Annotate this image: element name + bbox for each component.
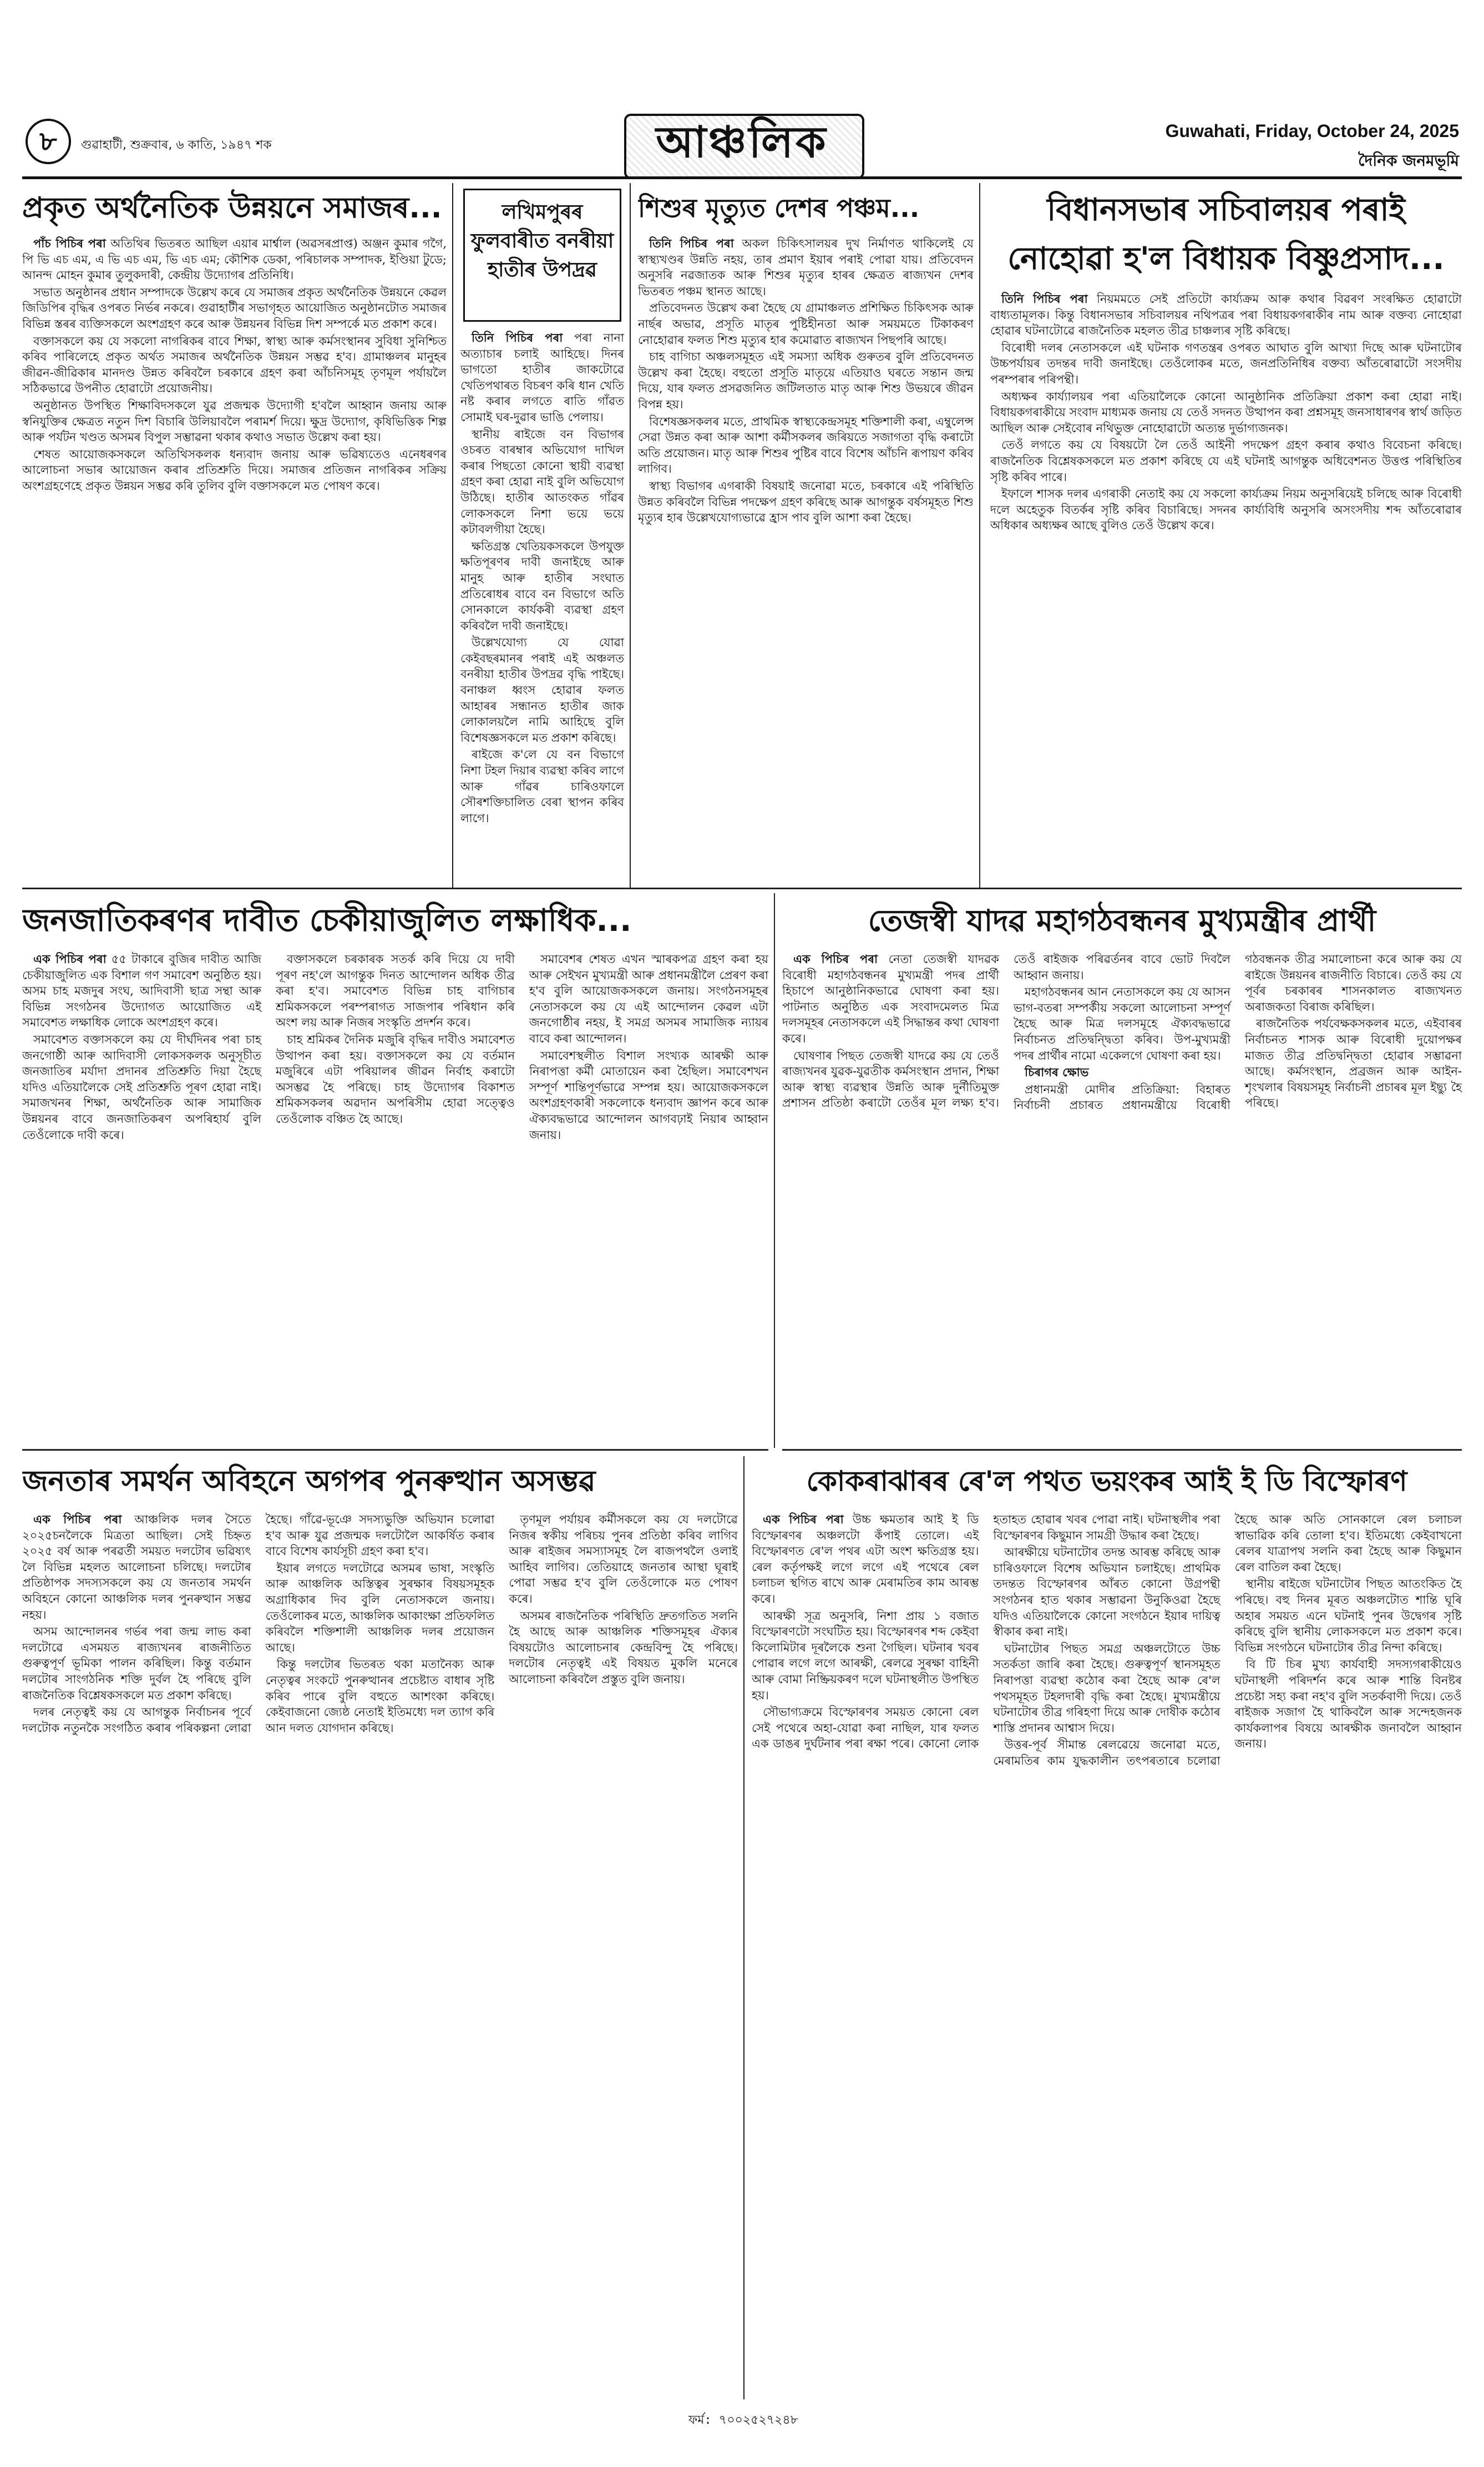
paragraph: সৌভাগ্যক্ৰমে বিস্ফোৰণৰ সময়ত কোনো ৰেল সেই পথেৰে অহা-যোৱা কৰা নাছিল, যাৰ ফলত এক ডাঙৰ দুৰ্ঘটনাৰ পৰা ৰক্ষা পৰে। কোনো লোক হতাহত হোৱাৰ খবৰ পোৱা নাই। ঘটনাস্থলীৰ পৰা বিস্ফোৰণৰ কিছুমান সামগ্ৰী উদ্ধাৰ কৰা হৈছে। [752,1513,1220,1751]
paragraph: বক্তাসকলে চৰকাৰক সতৰ্ক কৰি দিয়ে যে দাবী পূৰণ নহ'লে আগন্তুক দিনত আন্দোলন অধিক তীব্ৰ কৰা হ'ব। সমাবেশত বিভিন্ন চাহ বাগিচাৰ শ্ৰমিকসকলে পৰম্পৰাগত সাজপাৰ পৰিধান কৰি অংশ লয় আৰু নিজৰ সংস্কৃতি প্ৰদৰ্শন কৰে। [276,953,515,1030]
section-divider [22,888,1462,889]
subhead: চিৰাগৰ ক্ষোভ [1025,1065,1089,1080]
paragraph: ঘোষণাৰ পিছত তেজস্বী যাদৱে কয় যে তেওঁ ৰাজ্যখনৰ যুৱক-যুৱতীক কৰ্মসংস্থান প্ৰদান, শিক্ষা আৰু স্বাস্থ্য ব্যৱস্থাৰ উন্নতি আৰু দুৰ্নীতিমুক্ত প্ৰশাসন প্ৰতিষ্ঠা কৰাটো তেওঁৰ মূল লক্ষ্য হ'ব। তেওঁ ৰাইজক পৰিৱৰ্তনৰ বাবে ভোট দিবলৈ আহ্বান জনায়। [782,953,1230,1110]
paragraph: অসম আন্দোলনৰ গৰ্ভৰ পৰা জন্ম লাভ কৰা দলটোৱে এসময়ত ৰাজ্যখনৰ ৰাজনীতিত গুৰুত্বপূৰ্ণ ভূমিকা পালন কৰিছিল। কিন্তু বৰ্তমান দলটোৰ সাংগঠনিক শক্তি দুৰ্বল হৈ পৰিছে বুলি ৰাজনৈতিক বিশ্লেষকসকলে মত প্ৰকাশ কৰিছে। [22,1625,251,1702]
paragraph: অনুষ্ঠানত উপস্থিত শিক্ষাবিদসকলে যুৱ প্ৰজন্মক উদ্যোগী হ'বলৈ আহ্বান জনায় আৰু স্বনিযুক্তিৰ ক্ষেত্ৰত নতুন দিশ বিচাৰি উলিয়াবলৈ পৰামৰ্শ দিয়ে। ক্ষুদ্ৰ উদ্যোগ, কৃষিভিত্তিক শিল্প আৰু পৰ্যটন খণ্ডত অসমৰ বিপুল সম্ভাৱনা থকাৰ কথাও সভাত উল্লেখ কৰা হয়। [22,398,447,444]
paragraph: উত্তৰ-পূৰ্ব সীমান্ত ৰেলৱেয়ে জনোৱা মতে, মেৰামতিৰ কাম যুদ্ধকালীন তৎপৰতাৰে চলোৱা হৈছে আৰু অতি সোনকালে ৰেল চলাচল স্বাভাৱিক কৰি তোলা হ'ব। ইতিমধ্যে কেইবাখনো ৰেলৰ যাত্ৰাপথ সলনি কৰা হৈছে আৰু কিছুমান ৰেল বাতিল কৰা হৈছে। [993,1513,1462,1767]
paragraph: তৃণমূল পৰ্যায়ৰ কৰ্মীসকলে কয় যে দলটোৱে নিজৰ স্বকীয় পৰিচয় পুনৰ প্ৰতিষ্ঠা কৰিব লাগিব আৰু ৰাইজৰ সমস্যাসমূহ লৈ ৰাজপথলৈ ওলাই আহিব লাগিব। তেতিয়াহে জনতাৰ আস্থা ঘূৰাই পোৱা সম্ভৱ হ'ব বুলি তেওঁলোকে মত পোষণ কৰে। [509,1513,738,1605]
dateline: এক পিচিৰ পৰা [793,952,878,966]
paragraph: নেতা তেজস্বী যাদৱক বিৰোধী মহাগঠবন্ধনৰ মুখ্যমন্ত্ৰী পদৰ প্ৰাৰ্থী হিচাপে আনুষ্ঠানিকভাৱে ঘোষণা কৰা হয়। পাটনাত অনুষ্ঠিত এক সংবাদমেলত মিত্ৰ দলসমূহৰ নেতাসকলে এই সিদ্ধান্তৰ কথা ঘোষণা কৰে। [782,953,1000,1045]
headline-economy: প্ৰকৃত অৰ্থনৈতিক উন্নয়নে সমাজৰ... [22,191,442,225]
paragraph: স্থানীয় ৰাইজে বন বিভাগৰ ওচৰত বাৰম্বাৰ অভিযোগ দাখিল কৰাৰ পিছতো কোনো স্থায়ী ব্যৱস্থা গ্ৰহণ কৰা হোৱা নাই বুলি অভিযোগ উঠিছে। হাতীৰ আতংকত গাঁৱৰ লোকসকলে নিশা ভয়ে ভয়ে কটাবলগীয়া হৈছে। [460,427,624,536]
paragraph: তেওঁ লগতে কয় যে বিষয়টো লৈ তেওঁ আইনী পদক্ষেপ গ্ৰহণ কৰাৰ কথাও বিবেচনা কৰিছে। ৰাজনৈতিক বিশ্লেষকসকলে মত প্ৰকাশ কৰিছে যে এই ঘটনাই আগন্তুক অধিবেশনত উত্তপ্ত পৰিস্থিতিৰ সৃষ্টি কৰিব পাৰে। [990,438,1462,484]
paragraph: কিন্তু দলটোৰ ভিতৰত থকা মতানৈক্য আৰু নেতৃত্বৰ সংকটে পুনৰুত্থানৰ প্ৰচেষ্টাত বাধাৰ সৃষ্টি কৰিব পাৰে বুলি বহুতে আশংকা কৰিছে। কেইবাজনো জ্যেষ্ঠ নেতাই ইতিমধ্যে দল ত্যাগ কৰি আন দলত যোগদান কৰিছে। [265,1658,495,1735]
footer-code: ফৰ্ম: ৭০০২৫২৭২৪৮ [688,2413,798,2427]
paragraph: অকল চিকিৎসালয়ৰ দুখ নিৰ্মাণত থাকিলেই যে স্বাস্থ্যখণ্ডৰ উন্নতি নহয়, তাৰ প্ৰমাণ ইয়াৰ পৰাই পোৱা যায়। প্ৰতিবেদন অনুসৰি নৱজাতক আৰু শিশুৰ মৃত্যুৰ হাৰৰ ক্ষেত্ৰত ৰাজ্যখন দেশৰ ভিতৰত পঞ্চম স্থানত আছে। [638,237,974,298]
paragraph: অতিথিৰ ভিতৰত আছিল এয়াৰ মাৰ্শ্বাল (অৱসৰপ্ৰাপ্ত) অঞ্জন কুমাৰ গগৈ, পি ভি এচ এম, এ ভি এচ এম, ভি এচ এম; কৌশিক ডেকা, পৰিচালক সম্পাদক, ইণ্ডিয়া টুডে; আনন্দ মোহন কুমাৰ তুলুকদাৰী, কেন্দ্ৰীয় উদ্যোগৰ প্ৰতিনিধি। [22,237,447,282]
paragraph: অধ্যক্ষৰ কাৰ্য্যালয়ৰ পৰা এতিয়ালৈকে কোনো আনুষ্ঠানিক প্ৰতিক্ৰিয়া প্ৰকাশ কৰা হোৱা নাই। বিধায়কগৰাকীয়ে সংবাদ মাধ্যমক জনায় যে তেওঁ সদনত উত্থাপন কৰা প্ৰশ্নসমূহ জনসাধাৰণৰ স্বাৰ্থ জড়িত আছিল আৰু সেইবোৰ নথিভুক্ত নোহোৱাটো অত্যন্ত দুৰ্ভাগ্যজনক। [990,389,1462,435]
paragraph: সভাত অনুষ্ঠানৰ প্ৰধান সম্পাদকে উল্লেখ কৰে যে সমাজৰ প্ৰকৃত অৰ্থনৈতিক উন্নয়নে কেৱল জিডিপিৰ বৃদ্ধিৰ ওপৰত নিৰ্ভৰ নকৰে। গুৱাহাটীৰ সভাগৃহত আয়োজিত অনুষ্ঠানটোত সমাজৰ বিভিন্ন স্তৰৰ ব্যক্তিসকলে অংশগ্ৰহণ কৰে আৰু উন্নয়নৰ বিভিন্ন দিশ সম্পৰ্কে মত প্ৰকাশ কৰে। [22,285,447,331]
dateline: এক পিচিৰ পৰা [33,952,107,966]
article-blast [752,1512,1462,2399]
dateline: তিনি পিচিৰ পৰা [472,331,563,345]
paragraph: পৰা নানা অত্যাচাৰ চলাই আহিছে। দিনৰ ভাগতো হাতীৰ জাকটোৱে খেতিপথাৰত বিচৰণ কৰি ধান খেতি নষ্ট কৰাৰ লগতে ৰাতি গাঁৱত সোমাই ঘৰ-দুৱাৰ ভাঙি পেলায়। [460,331,624,424]
dateline: তিনি পিচিৰ পৰা [649,236,734,250]
paragraph: স্বাস্থ্য বিভাগৰ এগৰাকী বিষয়াই জনোৱা মতে, চৰকাৰে এই পৰিস্থিতি উন্নত কৰিবলৈ বিভিন্ন পদক্ষেপ গ্ৰহণ কৰিছে আৰু আগন্তুক বৰ্ষসমূহত শিশু মৃত্যুৰ হাৰ উল্লেখযোগ্যভাৱে হ্ৰাস পাব বুলি আশা কৰা হৈছে। [638,479,974,525]
headline-people-support: জনতাৰ সমৰ্থন অবিহনে অগপৰ পুনৰুত্থান অসম্ভৱ [22,1465,596,1498]
paragraph: সমাবেশস্থলীত বিশাল সংখ্যক আৰক্ষী আৰু নিৰাপত্তা কৰ্মী মোতায়েন কৰা হৈছিল। সমাবেশখন সম্পূৰ্ণ শান্তিপূৰ্ণভাৱে সম্পন্ন হয়। আয়োজকসকলে অংশগ্ৰহণকাৰী সকলোকে ধন্যবাদ জ্ঞাপন কৰে আৰু ঐক্যবদ্ধভাৱে আন্দোলন আগবঢ়াই নিয়াৰ আহ্বান জনায়। [529,1048,768,1142]
paragraph: চাহ শ্ৰমিকৰ দৈনিক মজুৰি বৃদ্ধিৰ দাবীও সমাবেশত উত্থাপন কৰা হয়। বক্তাসকলে কয় যে বৰ্তমান মজুৰিৰে এটা পৰিয়ালৰ জীৱন নিৰ্বাহ কৰাটো অসম্ভৱ হৈ পৰিছে। চাহ উদ্যোগৰ বিকাশত শ্ৰমিকসকলৰ অৱদান অপৰিসীম হোৱা সত্ত্বেও তেওঁলোক বঞ্চিত হৈ আছে। [276,1032,515,1126]
paragraph: অসমৰ ৰাজনৈতিক পৰিস্থিতি দ্ৰুতগতিত সলনি হৈ আছে আৰু আঞ্চলিক শক্তিসমূহৰ ঐক্যৰ বিষয়টোও আলোচনাৰ কেন্দ্ৰবিন্দু হৈ পৰিছে। দলটোৰ নেতৃত্বই এই বিষয়ত মুকলি মনেৰে আলোচনা কৰিবলৈ প্ৰস্তুত বুলি জনায়। [509,1609,738,1686]
page-number: ৮ [26,119,71,164]
paragraph: বি টি চিৰ মুখ্য কাৰ্যবাহী সদস্যগৰাকীয়েও ঘটনাস্থলী পৰিদৰ্শন কৰে আৰু শান্তি বিনষ্টৰ প্ৰচেষ্টা সহ্য কৰা নহ'ব বুলি সতৰ্কবাণী দিয়ে। তেওঁ ৰাইজক সজাগ হৈ থাকিবলৈ আৰু সন্দেহজনক কাৰ্যকলাপৰ বিষয়ে আৰক্ষীক জনাবলৈ আহ্বান জনায়। [1234,1658,1462,1751]
paragraph: চাহ বাগিচা অঞ্চলসমূহত এই সমস্যা অধিক গুৰুতৰ বুলি প্ৰতিবেদনত উল্লেখ কৰা হৈছে। বহুতো প্ৰসূতি মাতৃয়ে এতিয়াও ঘৰতে সন্তান জন্ম দিয়ে, যাৰ ফলত প্ৰসৱজনিত জটিলতাত মাতৃ আৰু শিশু উভয়ৰে জীৱন বিপন্ন হয়। [638,350,974,411]
paragraph: দলৰ নেতৃত্বই কয় যে আগন্তুক নিৰ্বাচনৰ পূৰ্বে দলটোক নতুনকৈ সংগঠিত কৰাৰ পৰিকল্পনা লোৱা হৈছে। গাঁৱে-ভূঞে সদস্যভুক্তি অভিযান চলোৱা হ'ব আৰু যুৱ প্ৰজন্মক দলটোলৈ আকৰ্ষিত কৰাৰ বাবে বিশেষ কাৰ্যসূচী গ্ৰহণ কৰা হ'ব। [22,1513,495,1735]
dateline: তিনি পিচিৰ পৰা [1001,292,1088,306]
date-english: Guwahati, Friday, October 24, 2025 [1165,121,1459,141]
paragraph: প্ৰধানমন্ত্ৰী মোদীৰ প্ৰতিক্ৰিয়া: বিহাৰত নিৰ্বাচনী প্ৰচাৰত প্ৰধানমন্ত্ৰীয়ে বিৰোধী গঠবন্ধনক তীব্ৰ সমালোচনা কৰে আৰু কয় যে ৰাইজে উন্নয়নৰ ৰাজনীতি বিচাৰে। তেওঁ কয় যে পূৰ্বৰ চৰকাৰৰ শাসনকালত ৰাজ্যখনত অৰাজকতা বিৰাজ কৰিছিল। [1014,953,1462,1112]
paragraph: সমাবেশৰ শেষত এখন স্মাৰকপত্ৰ গ্ৰহণ কৰা হয় আৰু সেইখন মুখ্যমন্ত্ৰী আৰু প্ৰধানমন্ত্ৰীলৈ প্ৰেৰণ কৰা হ'ব বুলি আয়োজকসকলে জনায়। সংগঠনসমূহৰ নেতাসকলে কয় যে এই আন্দোলন কেৱল এটা জনগোষ্ঠীৰ নহয়, ই সমগ্ৰ অসমৰ সামাজিক ন্যায়ৰ বাবে কৰা আন্দোলন। [529,953,768,1045]
paragraph: ৫৫ টাকাৰে বুজিৰ দাবীত আজি চেকীয়াজুলিত এক বিশাল গণ সমাবেশ অনুষ্ঠিত হয়। অসম চাহ মজদুৰ সংঘ, আদিবাসী ছাত্ৰ সন্থা আৰু বিভিন্ন সংগঠনৰ উদ্যোগত আয়োজিত এই সমাবেশত লক্ষাধিক লোকে অংশগ্ৰহণ কৰে। [22,953,261,1030]
paragraph: ৰাজনৈতিক পৰ্যবেক্ষকসকলৰ মতে, এইবাৰৰ নিৰ্বাচনত শাসক আৰু বিৰোধী দুয়োপক্ষৰ মাজত তীব্ৰ প্ৰতিদ্বন্দ্বিতা হোৱাৰ সম্ভাৱনা আছে। কৰ্মসংস্থান, প্ৰব্ৰজন আৰু আইন-শৃংখলাৰ বিষয়সমূহ নিৰ্বাচনী প্ৰচাৰৰ মূল ইছ্যু হৈ পৰিছে। [1245,1017,1462,1110]
paragraph: আৰক্ষী সূত্ৰ অনুসৰি, নিশা প্ৰায় ১ বজাত বিস্ফোৰণটো সংঘটিত হয়। বিস্ফোৰণৰ শব্দ কেইবা কিলোমিটাৰ দূৰলৈকে শুনা গৈছিল। ঘটনাৰ খবৰ পোৱাৰ লগে লগে আৰক্ষী, ৰেলৱে সুৰক্ষা বাহিনী আৰু বোমা নিষ্ক্ৰিয়কৰণ দলে ঘটনাস্থলীত উপস্থিত হয়। [752,1609,979,1702]
paragraph: শেষত আয়োজকসকলে অতিথিসকলক ধন্যবাদ জনায় আৰু ভৱিষ্যতেও এনেধৰণৰ আলোচনা সভাৰ আয়োজন কৰাৰ প্ৰতিশ্ৰুতি দিয়ে। সমাজৰ প্ৰতিজন নাগৰিকৰ সক্ৰিয় অংশগ্ৰহণেহে প্ৰকৃত উন্নয়ন সম্ভৱ কৰি তুলিব বুলি বক্তাসকলে মত পোষণ কৰে। [22,447,447,493]
headline-child-mortality: শিশুৰ মৃত্যুত দেশৰ পঞ্চম... [638,193,920,223]
section-divider [22,1449,768,1451]
dateline: এক পিচিৰ পৰা [33,1512,122,1526]
paragraph: আৰক্ষীয়ে ঘটনাটোৰ তদন্ত আৰম্ভ কৰিছে আৰু চাৰিওফালে বিশেষ অভিযান চলাইছে। প্ৰাথমিক তদন্তত বিস্ফোৰণৰ আঁৰত কোনো উগ্ৰপন্থী সংগঠনৰ হাত থকাৰ সম্ভাৱনা উনুকিওৱা হৈছে যদিও এতিয়ালৈকে কোনো সংগঠনে ইয়াৰ দায়িত্ব স্বীকাৰ কৰা নাই। [993,1546,1220,1639]
paragraph: ইয়াৰ লগতে দলটোৱে অসমৰ ভাষা, সংস্কৃতি আৰু আঞ্চলিক অস্তিত্বৰ সুৰক্ষাৰ বিষয়সমূহক অগ্ৰাধিকাৰ দিব বুলি নেতাসকলে জনায়। তেওঁলোকৰ মতে, আঞ্চলিক আকাংক্ষা প্ৰতিফলিত কৰিবলৈ শক্তিশালী আঞ্চলিক দলৰ প্ৰয়োজন আছে। [265,1561,495,1654]
paragraph: সমাবেশত বক্তাসকলে কয় যে দীৰ্ঘদিনৰ পৰা চাহ জনগোষ্ঠী আৰু আদিবাসী লোকসকলক অনুসূচীত জনজাতিৰ মৰ্যাদা প্ৰদানৰ প্ৰতিশ্ৰুতি দিয়া হৈছে যদিও এতিয়ালৈকে সেই প্ৰতিশ্ৰুতি পূৰণ হোৱা নাই। সমাজখনৰ শিক্ষা, অৰ্থনৈতিক আৰু সামাজিক উন্নয়নৰ বাবে জনজাতিকৰণ অপৰিহাৰ্য বুলি তেওঁলোকে দাবী কৰে। [22,1032,261,1142]
paragraph: বক্তাসকলে কয় যে সকলো নাগৰিকৰ বাবে শিক্ষা, স্বাস্থ্য আৰু কৰ্মসংস্থানৰ সুবিধা সুনিশ্চিত কৰিব পাৰিলেহে প্ৰকৃত অৰ্থত সমাজৰ অৰ্থনৈতিক উন্নয়ন সম্ভৱ হ'ব। গ্ৰামাঞ্চলৰ মানুহৰ জীৱন-জীৱিকাৰ মানদণ্ড উন্নত কৰিবলৈ চৰকাৰে গ্ৰহণ কৰা আঁচনিসমূহ তৃণমূল পৰ্যায়লৈ সঠিকভাৱে উপনীত হোৱাটো প্ৰয়োজনীয়। [22,334,447,396]
newspaper-name: দৈনিক জনমভূমি [1358,151,1459,170]
column-divider [743,1456,744,2399]
article-tribal-status [22,951,768,1445]
headline-elephant: লখিমপুৰৰ ফুলবাৰীত বনৰীয়া হাতীৰ উপদ্ৰৱ [470,201,614,281]
article-child-mortality [638,236,974,882]
paragraph: ৰাইজে ক'লে যে বন বিভাগে নিশা টহল দিয়াৰ ব্যৱস্থা কৰিব লাগে আৰু গাঁৱৰ চাৰিওফালে সৌৰশক্তিচালিত বেৰা স্থাপন কৰিব লাগে। [460,748,624,825]
paragraph: মহাগঠবন্ধনৰ আন নেতাসকলে কয় যে আসন ভাগ-বতৰা সম্পৰ্কীয় সকলো আলোচনা সম্পূৰ্ণ হৈছে আৰু মিত্ৰ দলসমূহে ঐক্যবদ্ধভাৱে নিৰ্বাচনত প্ৰতিদ্বন্দ্বিতা কৰিব। উপ-মুখ্যমন্ত্ৰী পদৰ প্ৰাৰ্থীৰ নামো একেলগে ঘোষণা কৰা হয়। [1014,985,1230,1062]
dateline: এক পিচিৰ পৰা [763,1512,844,1526]
paragraph: নিয়মমতে সেই প্ৰতিটো কাৰ্য্যক্ৰম আৰু কথাৰ বিৱৰণ সংৰক্ষিত হোৱাটো বাধ্যতামূলক। কিন্তু বিধানসভাৰ সচিবালয়ৰ নথিপত্ৰৰ পৰা বিধায়কগৰাকীৰ নাম আৰু বক্তব্য নোহোৱা হোৱাৰ ঘটনাটোৱে ৰাজনৈতিক মহলত তীব্ৰ চাঞ্চল্যৰ সৃষ্টি কৰিছে। [990,292,1462,338]
newspaper-logo [624,114,860,175]
dateline: পাঁচ পিচিৰ পৰা [33,236,106,250]
paragraph: বিশেষজ্ঞসকলৰ মতে, প্ৰাথমিক স্বাস্থ্যকেন্দ্ৰসমূহ শক্তিশালী কৰা, এম্বুলেন্স সেৱা উন্নত কৰা আৰু আশা কৰ্মীসকলৰ জৰিয়তে সজাগতা বৃদ্ধি কৰাটো অতি প্ৰয়োজন। মাতৃ আৰু শিশুৰ পুষ্টিৰ বাবে বিশেষ আঁচনি ৰূপায়ণ কৰিব লাগিব। [638,414,974,476]
article-people-support [22,1512,738,2399]
section-divider [782,1449,1462,1451]
paragraph: ইফালে শাসক দলৰ এগৰাকী নেতাই কয় যে সকলো কাৰ্য্যক্ৰম নিয়ম অনুসৰিয়েই চলিছে আৰু বিৰোধী দলে অহেতুক বিতৰ্কৰ সৃষ্টি কৰিব বিচাৰিছে। সদনৰ কাৰ্য্যবিধি অনুসৰি অসংসদীয় শব্দ আঁতৰোৱাৰ অধিকাৰ অধ্যক্ষৰ আছে বুলিও তেওঁ উল্লেখ কৰে। [990,487,1462,533]
masthead-rule [22,176,1462,179]
article-elephant [460,330,624,882]
paragraph: প্ৰতিবেদনত উল্লেখ কৰা হৈছে যে গ্ৰামাঞ্চলত প্ৰশিক্ষিত চিকিৎসক আৰু নাৰ্ছৰ অভাৱ, প্ৰসূতি মাতৃৰ পুষ্টিহীনতা আৰু সময়মতে টিকাকৰণ নোহোৱাৰ ফলত শিশু মৃত্যুৰ হাৰ কমোৱাত ৰাজ্যখন পিছপৰি আছে। [638,301,974,347]
date-assamese: গুৱাহাটী, শুক্ৰবাৰ, ৬ কাতি, ১৯৪৭ শক [81,138,272,152]
paragraph: বিৰোধী দলৰ নেতাসকলে এই ঘটনাক গণতন্ত্ৰৰ ওপৰত আঘাত বুলি আখ্যা দিছে আৰু ঘটনাটোৰ উচ্চপৰ্যায়ৰ তদন্তৰ দাবী জনাইছে। তেওঁলোকৰ মতে, জনপ্ৰতিনিধিৰ বক্তব্য আঁতৰোৱাটো সংসদীয় পৰম্পৰাৰ পৰিপন্থী। [990,341,1462,386]
column-divider [630,183,631,888]
paragraph: স্থানীয় ৰাইজে ঘটনাটোৰ পিছত আতংকিত হৈ পৰিছে। বহু দিনৰ মূৰত অঞ্চলটোত শান্তি ঘূৰি অহাৰ সময়ত এনে ঘটনাই পুনৰ উদ্বেগৰ সৃষ্টি কৰিছে বুলি স্থানীয় লোকসকলে মত প্ৰকাশ কৰে। বিভিন্ন সংগঠনে ঘটনাটোৰ তীব্ৰ নিন্দা কৰিছে। [1234,1577,1462,1654]
headline-box-elephant [463,189,621,322]
headline-blast: কোকৰাঝাৰৰ ৰে'ল পথত ভয়ংকৰ আই ই ডি বিস্ফোৰণ [806,1465,1407,1497]
article-tejashwi [782,951,1462,1445]
column-divider [452,183,453,888]
paragraph: ঘটনাটোৰ পিছত সমগ্ৰ অঞ্চলটোতে উচ্চ সতৰ্কতা জাৰি কৰা হৈছে। গুৰুত্বপূৰ্ণ স্থানসমূহত নিৰাপত্তা ব্যৱস্থা কঠোৰ কৰা হৈছে আৰু ৰে'ল পথসমূহত টহলদাৰী বৃদ্ধি কৰা হৈছে। মুখ্যমন্ত্ৰীয়ে ঘটনাটোৰ তীব্ৰ গৰিহণা দিয়ে আৰু দোষীক কঠোৰ শাস্তি প্ৰদানৰ আশ্বাস দিয়ে। [993,1642,1220,1735]
headline-tejashwi: তেজস্বী যাদৱ মহাগঠবন্ধনৰ মুখ্যমন্ত্ৰীৰ প্ৰাৰ্থী [868,903,1376,938]
headline-tribal-status: জনজাতিকৰণৰ দাবীত চেকীয়াজুলিত লক্ষাধিক... [22,903,632,939]
column-divider [774,893,775,1448]
article-assembly [990,291,1462,882]
column-divider [979,183,980,888]
paragraph: উল্লেখযোগ্য যে যোৱা কেইবছৰমানৰ পৰাই এই অঞ্চলত বনৰীয়া হাতীৰ উপদ্ৰৱ বৃদ্ধি পাইছে। বনাঞ্চল ধ্বংস হোৱাৰ ফলত আহাৰৰ সন্ধানত হাতীৰ জাক লোকালয়লৈ নামি আহিছে বুলি বিশেষজ্ঞসকলে মত প্ৰকাশ কৰিছে। [460,636,624,744]
article-economy [22,236,447,882]
paragraph: আঞ্চলিক দলৰ সৈতে ২০২৫চনলৈকে মিত্ৰতা আছিল। সেই চিহ্নত ২০২৫ বৰ্ষ আৰু পৰৱৰ্তী সময়ত দলটোৰ ভৱিষ্যৎ লৈ বিভিন্ন মহলত আলোচনা চলিছে। দলটোৰ প্ৰতিষ্ঠাপক সদস্যসকলে কয় যে জনতাৰ সমৰ্থন অবিহনে কোনো আঞ্চলিক দলৰ পুনৰুত্থান সম্ভৱ নহয়। [22,1513,251,1622]
logo-text: আঞ্চলিক [656,118,828,168]
paragraph: ক্ষতিগ্ৰস্ত খেতিয়কসকলে উপযুক্ত ক্ষতিপূৰণৰ দাবী জনাইছে আৰু মানুহ আৰু হাতীৰ সংঘাত প্ৰতিৰোধৰ বাবে বন বিভাগে অতি সোনকালে কাৰ্যকৰী ব্যৱস্থা গ্ৰহণ কৰিবলৈ দাবী জনাইছে। [460,539,624,632]
headline-assembly: বিধানসভাৰ সচিবালয়ৰ পৰাই নোহোৱা হ'ল বিধায়ক বিষ্ণুপ্ৰসাদ... [1007,192,1445,277]
paragraph: উচ্চ ক্ষমতাৰ আই ই ডি বিস্ফোৰণৰ অঞ্চলটো কঁপাই তোলে। এই বিস্ফোৰণত ৰে'ল পথৰ এটা অংশ ক্ষতিগ্ৰস্ত হয়। ৰেল কৰ্তৃপক্ষই লগে লগে এই পথেৰে ৰেল চলাচল স্থগিত ৰাখে আৰু মেৰামতিৰ কাম আৰম্ভ কৰে। [752,1513,979,1605]
